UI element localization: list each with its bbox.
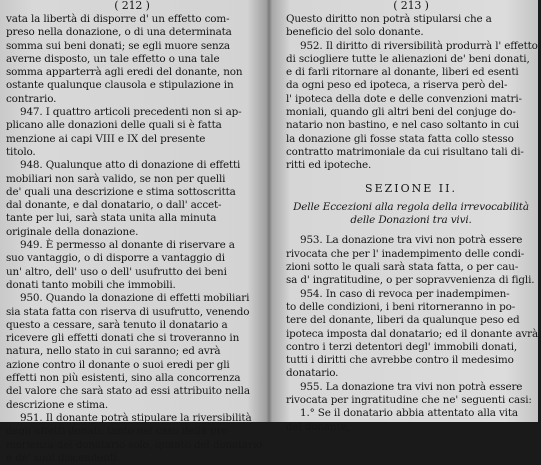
text-line: contratto matrimoniale da cui risultano tali di- (286, 145, 524, 158)
text-line: Questo diritto non potrà stipularsi che a (286, 13, 492, 25)
text-line: suo vantaggio, o di disporre a vantaggio di (6, 252, 225, 265)
text-line: donati tanto mobili che immobili. (6, 278, 176, 291)
text-line: morienza del donatario solo, quanto del donatario (6, 438, 263, 451)
page-number: ( 213 ) (393, 0, 429, 12)
text-line: 954. In caso di revoca per inadempimen- (300, 287, 510, 300)
text-line: vata la libertà di disporre d' un effetto com- (6, 13, 230, 25)
text-line: natario non bastino, e nel caso soltanto in cui (286, 119, 519, 132)
text-line: averne disposto, un tale effetto o una tale (6, 52, 220, 65)
text-line: moniali, quando gli altri beni del conjuge do- (286, 106, 516, 119)
text-line: contrario. (6, 92, 57, 105)
text-line: sa d' ingratitudine, o per sopravvenienza di figli. (286, 274, 535, 287)
text-line: natura, nello stato in cui saranno; ed avrà (6, 345, 221, 358)
subtitle-line: delle Donazioni tra vivi. (350, 214, 472, 227)
text-line: l' ipoteca della dote e delle convenzioni matri- (286, 92, 522, 105)
text-line: 955. La donazione tra vivi non potrà essere (300, 380, 523, 393)
section-title: SEZIONE II. (365, 181, 457, 195)
text-line: somma apparterrà agli eredi del donante, non (6, 66, 243, 79)
text-line: 949. È permesso al donante di riservare a (20, 239, 235, 252)
section-subtitle (286, 201, 536, 228)
text-line: 953. La donazione tra vivi non potrà essere (300, 234, 523, 247)
text-line: del valore che sarà stato ad essi attribuito nella (6, 385, 250, 398)
text-line: tante per lui, sarà stata unita alla minuta (6, 212, 217, 225)
right-page-text-top (286, 13, 536, 173)
text-line: 950. Quando la donazione di effetti mobiliari (20, 292, 250, 305)
text-line: azione contro il donante o suoi eredi per gli (6, 358, 230, 371)
text-line: ricevere gli effetti donati che si troveranno in (6, 332, 240, 345)
text-line: rivocata per ingratitudine che ne' seguenti casi: (286, 394, 532, 407)
text-line: ritti ed ipoteche. (286, 159, 372, 172)
text-line: 948. Qualunque atto di donazione di effetti (20, 159, 241, 172)
text-line: menzione ai capi VIII e IX del presente (6, 132, 206, 145)
text-line: mobiliari non sarà valido, se non per quelli (6, 172, 226, 185)
page-number: ( 212 ) (114, 0, 150, 12)
text-line: questo a cessare, sarà tenuto il donatario a (6, 318, 228, 331)
text-line: preso nella donazione, o di una determinata (6, 26, 232, 39)
text-line: 952. Il diritto di riversibilità produrrà l' effetto (300, 39, 538, 52)
text-line: tutti i diritti che avrebbe contro il medesimo (286, 354, 514, 367)
left-page-text (6, 13, 263, 465)
text-line: effetti non più esistenti, sino alla concorrenza (6, 372, 241, 385)
text-line: rivocata che per l' inadempimento delle condi- (286, 247, 525, 260)
text-line: e di farli ritornare al donante, liberi ed esenti (286, 66, 519, 79)
text-line: tere del donante, liberi da qualunque peso ed (286, 314, 520, 327)
text-line: un' altro, dell' uso o dell' usufrutto dei beni (6, 265, 227, 278)
text-line: de' quali una descrizione e stima sottoscritta (6, 185, 236, 198)
left-page (6, 0, 263, 464)
text-line: 1.° Se il donatario abbia attentato alla vita (300, 407, 518, 420)
text-line: to delle condizioni, i beni ritorneranno in po- (286, 300, 516, 313)
text-line: sia stata fatta con riserva di usufrutto, venendo (6, 305, 250, 318)
text-line: titolo. (6, 145, 36, 158)
text-line: degli effetti donati, tanto nel caso della pre- (6, 425, 231, 438)
right-page (286, 0, 541, 433)
text-line: plicano alle donazioni delle quali si è fatta (6, 119, 222, 132)
text-line: del donante; (286, 420, 350, 433)
text-line: donatario. (286, 367, 339, 380)
text-line: originale della donazione. (6, 225, 139, 238)
text-line: da ogni peso ed ipoteca, a riserva però del- (286, 79, 508, 92)
text-line: zioni sotto le quali sarà stata fatta, o per cau- (286, 261, 519, 274)
text-line: ipoteca imposta dal donatario; ed il donante avrà, (286, 327, 541, 340)
text-line: ostante qualunque clausola e stipulazione in (6, 79, 234, 92)
text-line: dal donante, e dal donatario, o dall' accet- (6, 199, 222, 212)
text-line: contro i terzi detentori degl' immobili donati, (286, 340, 518, 353)
text-line: descrizione e stima. (6, 398, 109, 411)
text-line: 947. I quattro articoli precedenti non si ap- (20, 106, 242, 119)
subtitle-line: Delle Eccezioni alla regola della irrevocabilità (293, 200, 529, 213)
text-line: di sciogliere tutte le alienazioni de' beni donati, (286, 52, 530, 65)
text-line: la donazione gli fosse stata fatta collo stesso (286, 132, 514, 145)
text-line: beneficio del solo donante. (286, 26, 424, 39)
text-line: somma sui beni donati; se egli muore senza (6, 39, 230, 52)
right-page-text-bottom (286, 234, 541, 433)
text-line: 951. Il donante potrà stipulare la riversibilità (20, 411, 252, 424)
text-line: e de' suoi discendenti. (6, 451, 121, 464)
